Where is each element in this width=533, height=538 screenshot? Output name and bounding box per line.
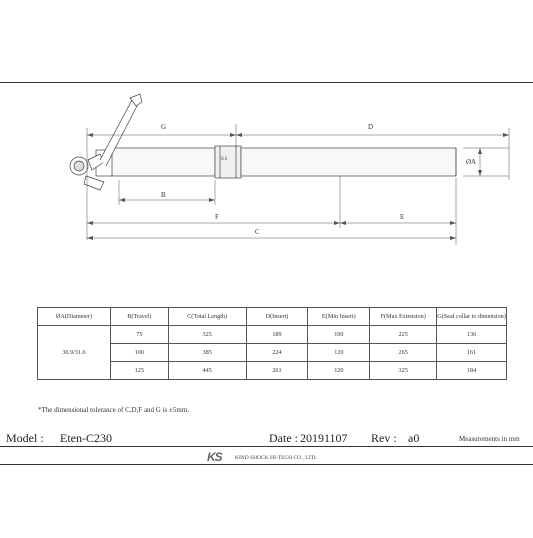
header-seal-collar: G(Seal collar to dimension) — [437, 308, 507, 326]
model-value: Eten-C230 — [60, 431, 112, 445]
table-cell: 100 — [110, 344, 168, 362]
footer-line-top — [0, 446, 533, 447]
ks-logo: KS — [207, 450, 222, 464]
table-cell: 325 — [370, 362, 437, 380]
model-label: Model : — [6, 431, 44, 445]
header-travel: B(Travel) — [110, 308, 168, 326]
diameter-cell: 30.9/31.6 — [38, 326, 111, 380]
tolerance-note: *The dimensional tolerance of C,D,F and G is ±5mm. — [38, 406, 190, 414]
table-cell: 136 — [437, 326, 507, 344]
table-cell: 100 — [308, 326, 370, 344]
table-cell: 75 — [110, 326, 168, 344]
rev-label: Rev : — [371, 431, 397, 445]
table-cell: 261 — [246, 362, 308, 380]
seal-collar — [215, 146, 241, 178]
table-cell: 184 — [437, 362, 507, 380]
dim-label-f: F — [215, 213, 219, 221]
table-cell: 125 — [110, 362, 168, 380]
top-border-line — [0, 82, 533, 83]
table-header-row — [38, 308, 507, 326]
table-cell: 325 — [168, 326, 246, 344]
collar-mark: KS — [221, 157, 228, 162]
dim-label-d: D — [368, 123, 374, 131]
footer-line-bottom — [0, 464, 533, 465]
company-name: KIND SHOCK HI-TECH CO., LTD. — [235, 455, 317, 461]
table-cell: 224 — [246, 344, 308, 362]
dim-label-g: G — [161, 123, 167, 131]
stanchion-tube — [111, 148, 215, 176]
table-row — [38, 326, 507, 344]
table-cell: 445 — [168, 362, 246, 380]
header-total-length: C(Total Length) — [168, 308, 246, 326]
dim-label-e: E — [400, 213, 405, 221]
dim-label-a: ØA — [466, 158, 477, 166]
outer-tube — [241, 148, 456, 176]
table-cell: 120 — [308, 362, 370, 380]
header-insert: D(Insert) — [246, 308, 308, 326]
date-label: Date : — [269, 431, 298, 445]
table-cell: 189 — [246, 326, 308, 344]
table-cell: 265 — [370, 344, 437, 362]
header-diameter: ØA(Diameter) — [38, 308, 111, 326]
rev-value: a0 — [408, 431, 420, 445]
dim-label-c: C — [255, 228, 260, 236]
table-cell: 225 — [370, 326, 437, 344]
table-cell: 385 — [168, 344, 246, 362]
spec-table — [37, 307, 507, 380]
table-cell: 120 — [308, 344, 370, 362]
dim-label-b: B — [161, 191, 166, 199]
header-min-insert: E(Min Insert) — [308, 308, 370, 326]
date-value: 20191107 — [300, 431, 348, 445]
header-max-extension: F(Max Extension) — [370, 308, 437, 326]
measurements-note: Measurements in mm — [459, 435, 520, 443]
table-cell: 161 — [437, 344, 507, 362]
seatpost-drawing — [0, 85, 533, 250]
